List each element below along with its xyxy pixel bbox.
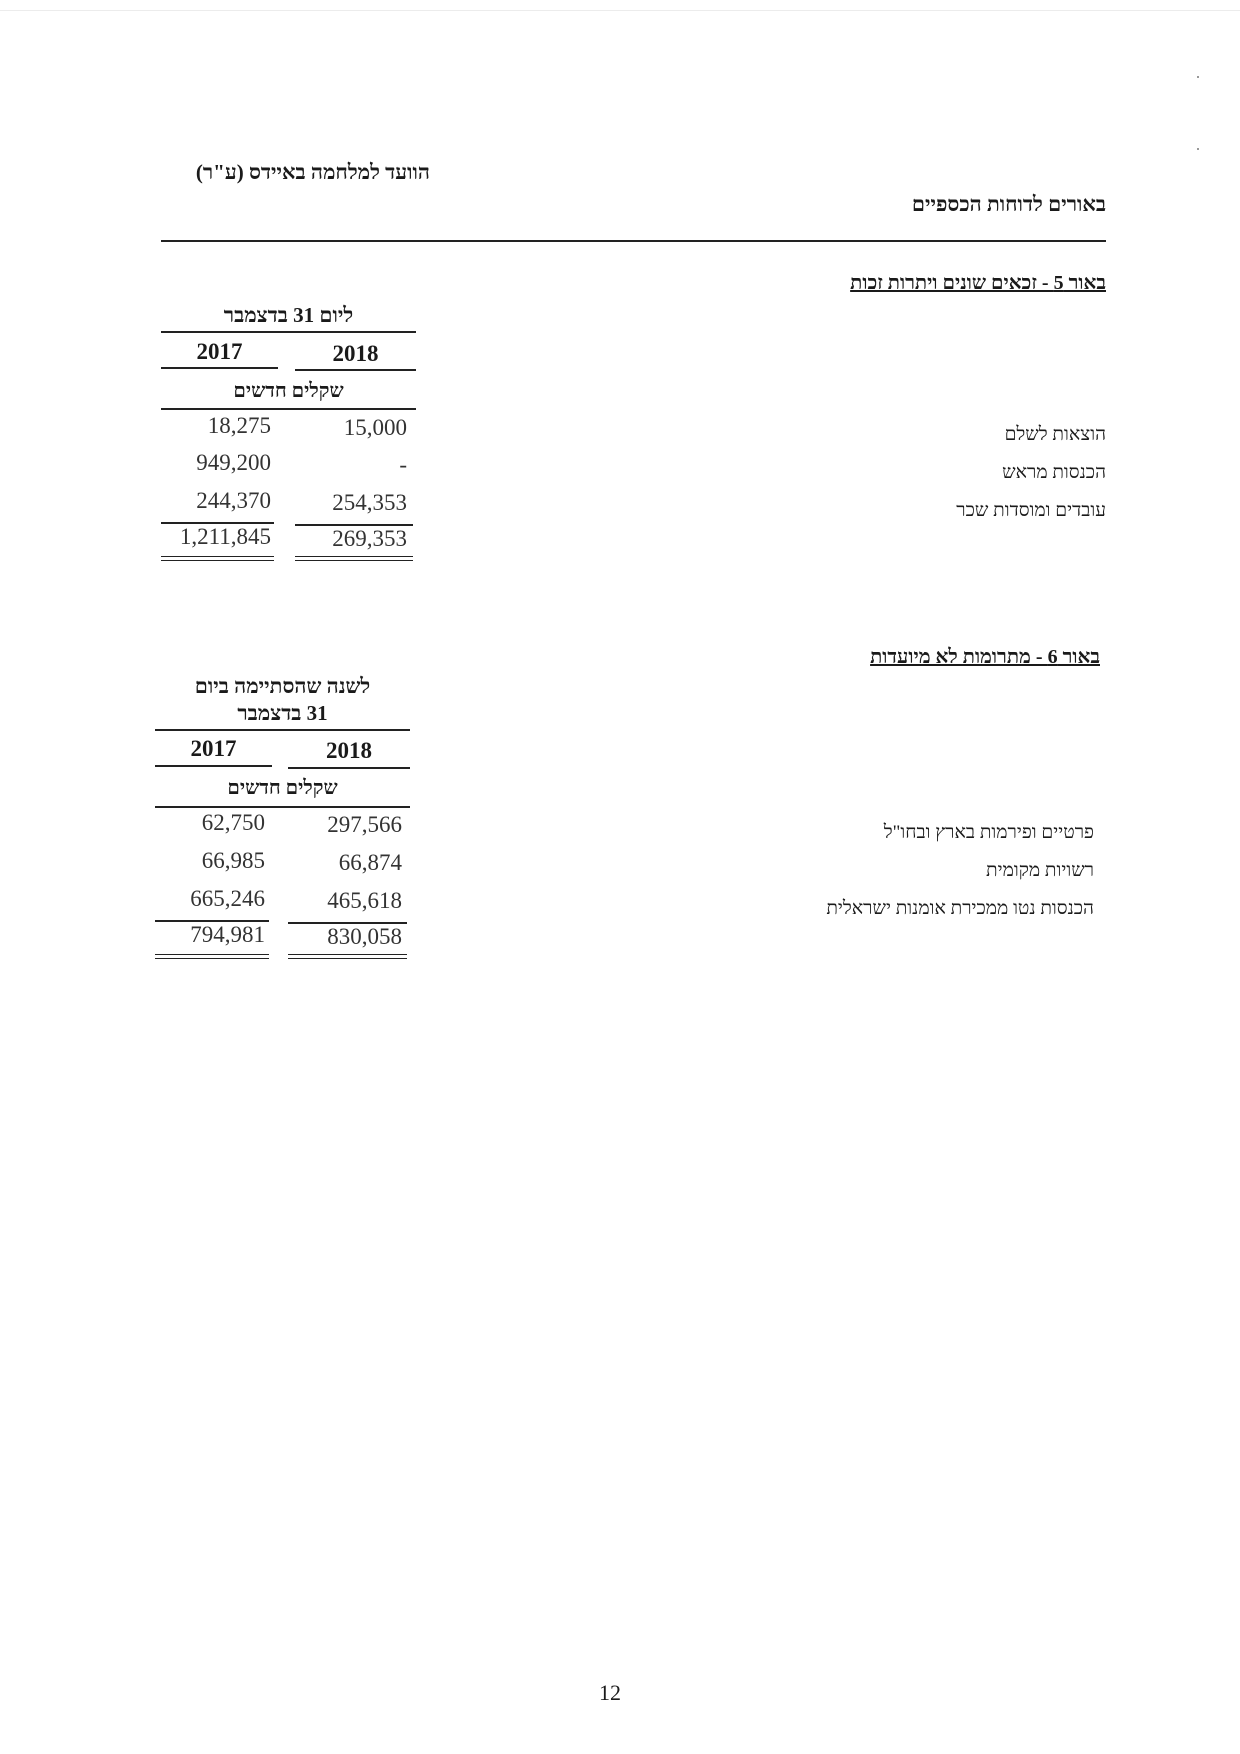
note5-value-2018: 15,000 bbox=[343, 415, 407, 440]
note6-value-2017: 66,985 bbox=[201, 848, 265, 873]
note5-heading: באור 5 - זכאים שונים ויתרות זכות bbox=[850, 272, 1106, 294]
organization-name: הוועד למלחמה באיידס (ע"ר) bbox=[195, 160, 430, 184]
note5-value-2017: 244,370 bbox=[196, 488, 271, 513]
note6-year-2018: 2018 bbox=[326, 738, 372, 763]
note6-year-rule-2018 bbox=[288, 767, 410, 769]
note5-value-2018: - bbox=[399, 452, 407, 477]
note6-year-2017: 2017 bbox=[190, 736, 237, 761]
note6-value-2018: 297,566 bbox=[327, 812, 402, 837]
note6-total-2017: 794,981 bbox=[190, 922, 265, 947]
note6-value-2018: 66,874 bbox=[338, 850, 402, 875]
note5-period-header: ליום 31 בדצמבר bbox=[223, 303, 354, 327]
note5-year-rule-2017 bbox=[161, 367, 278, 369]
note5-value-2017: 18,275 bbox=[207, 413, 271, 438]
note5-year-2018: 2018 bbox=[332, 341, 379, 366]
note6-heading: באור 6 - מתרומות לא מיועדות bbox=[870, 646, 1100, 668]
scan-speck bbox=[1197, 148, 1199, 150]
note6-period-header-line2: 31 בדצמבר bbox=[237, 701, 328, 725]
note5-currency: שקלים חדשים bbox=[233, 380, 344, 402]
note6-year-rule-2017 bbox=[155, 765, 272, 767]
note5-total-double-rule-2017 bbox=[161, 556, 274, 561]
note6-period-rule bbox=[155, 729, 410, 731]
note6-period-header-line1: לשנה שהסתיימה ביום bbox=[194, 674, 371, 698]
note6-row-label: פרטיים ופירמות בארץ ובחו"ל bbox=[883, 822, 1094, 843]
scan-edge bbox=[0, 10, 1240, 11]
note6-value-2018: 465,618 bbox=[327, 888, 402, 913]
note5-value-2017: 949,200 bbox=[196, 450, 271, 475]
note5-row-label: עובדים ומוסדות שכר bbox=[956, 500, 1106, 521]
note6-row-label: הכנסות נטו ממכירת אומנות ישראלית bbox=[826, 898, 1094, 919]
note6-total-double-rule-2017 bbox=[155, 954, 269, 959]
note5-period-rule bbox=[161, 331, 416, 333]
note5-year-2017: 2017 bbox=[196, 339, 243, 364]
note5-value-2018: 254,353 bbox=[332, 490, 407, 515]
scan-speck bbox=[1197, 76, 1199, 78]
note6-value-2017: 62,750 bbox=[201, 810, 265, 835]
note6-currency-rule bbox=[155, 806, 410, 808]
header-rule bbox=[161, 240, 1106, 242]
note6-row-label: רשויות מקומית bbox=[986, 860, 1094, 881]
note5-total-double-rule-2018 bbox=[295, 556, 413, 561]
document-title: באורים לדוחות הכספיים bbox=[911, 192, 1106, 216]
page-number: 12 bbox=[599, 1680, 621, 1705]
note6-currency: שקלים חדשים bbox=[227, 777, 338, 799]
note5-total-2018: 269,353 bbox=[332, 526, 407, 551]
note6-value-2017: 665,246 bbox=[190, 886, 265, 911]
note5-currency-rule bbox=[161, 408, 416, 410]
note5-year-rule-2018 bbox=[295, 369, 416, 371]
note6-total-2018: 830,058 bbox=[327, 924, 402, 949]
note5-row-label: הכנסות מראש bbox=[1002, 462, 1106, 483]
note5-total-2017: 1,211,845 bbox=[179, 524, 271, 549]
note5-row-label: הוצאות לשלם bbox=[1004, 424, 1106, 445]
note6-total-double-rule-2018 bbox=[288, 954, 407, 959]
